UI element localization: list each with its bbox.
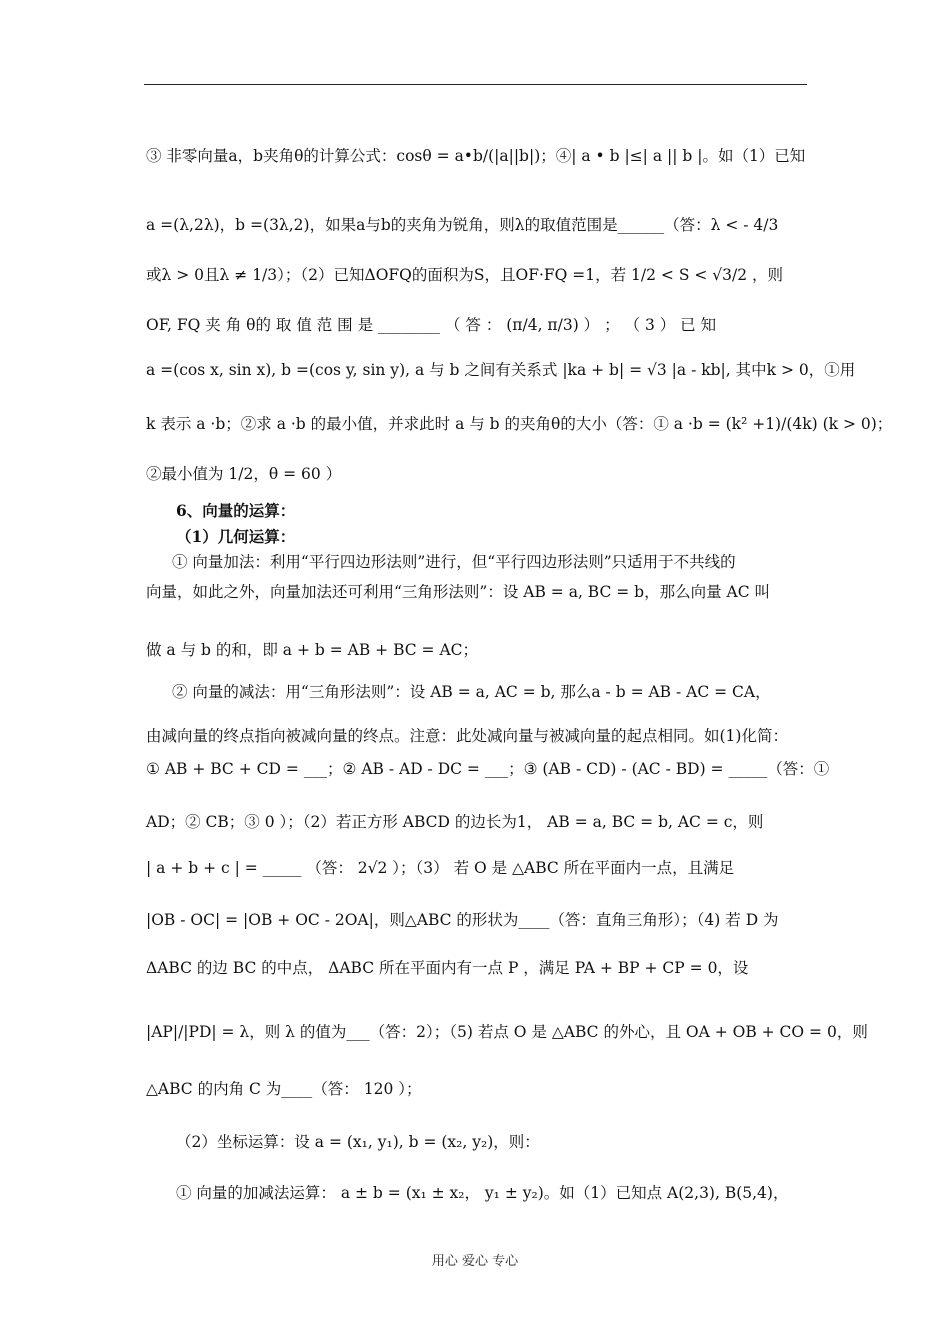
text-line-14: AD；② CB；③ 0 ）；（2）若正方形 ABCD 的边长为1， AB = a, BC = b, AC = c，则 bbox=[146, 813, 764, 831]
text-line-4: OF, FQ 夹 角 θ的 取 值 范 围 是 ________ （ 答 ： (π/4, π/3) ） ； （ 3 ） 已 知 bbox=[146, 316, 717, 334]
text-line-12: 由减向量的终点指向被减向量的终点。注意：此处减向量与被减向量的起点相同。如(1)化简： bbox=[146, 727, 788, 745]
header-rule bbox=[144, 84, 807, 85]
text-line-6: k 表示 a ·b；②求 a ·b 的最小值，并求此时 a 与 b 的夹角θ的大小（答：① a ·b = (k² +1)/(4k) (k > 0)； bbox=[146, 415, 893, 433]
section-heading: 6、向量的运算： bbox=[176, 501, 296, 520]
text-line-13: ① AB + BC + CD = ___；② AB - AD - DC = ___；③ (AB - CD) - (AC - BD) = _____（答：① bbox=[146, 760, 830, 778]
text-line-2: a =(λ,2λ)，b =(3λ,2)，如果a与b的夹角为锐角，则λ的取值范围是______（答：λ < - 4/3 bbox=[146, 216, 779, 234]
text-line-7: ②最小值为 1/2，θ = 60 ） bbox=[146, 465, 342, 483]
text-line-9: 向量，如此之外，向量加法还可利用“三角形法则”：设 AB = a, BC = b，那么向量 AC 叫 bbox=[146, 583, 771, 601]
text-line-19: △ABC 的内角 C 为____（答： 120 ）； bbox=[146, 1080, 422, 1098]
text-line-3: 或λ > 0且λ ≠ 1/3）；（2）已知ΔOFQ的面积为S，且OF·FQ =1，若 1/2 < S < √3/2 ，则 bbox=[146, 266, 784, 284]
text-line-18: |AP|/|PD| = λ，则 λ 的值为___（答：2）；（5) 若点 O 是 △ABC 的外心，且 OA + OB + CO = 0，则 bbox=[146, 1023, 868, 1041]
text-line-11: ② 向量的减法：用“三角形法则”：设 AB = a, AC = b, 那么a - b = AB - AC = CA， bbox=[172, 683, 771, 701]
text-line-15: | a + b + c | = _____ （答： 2√2 ）；（3） 若 O 是 △ABC 所在平面内一点，且满足 bbox=[146, 859, 735, 877]
text-line-5: a =(cos x, sin x), b =(cos y, sin y), a 与 b 之间有关系式 |ka + b| = √3 |a - kb|, 其中k > 0，①用 bbox=[146, 361, 856, 379]
text-line-8: ① 向量加法：利用“平行四边形法则”进行，但“平行四边形法则”只适用于不共线的 bbox=[172, 553, 736, 571]
text-line-20: （2）坐标运算：设 a = (x₁, y₁), b = (x₂, y₂)，则： bbox=[176, 1133, 540, 1151]
page-footer: 用心 爱心 专心 bbox=[431, 1254, 519, 1269]
text-line-21: ① 向量的加减法运算： a ± b = (x₁ ± x₂， y₁ ± y₂)。如（1）已知点 A(2,3), B(5,4)， bbox=[176, 1184, 789, 1202]
text-line-16: |OB - OC| = |OB + OC - 2OA|，则△ABC 的形状为____（答：直角三角形）；（4) 若 D 为 bbox=[146, 911, 779, 929]
text-line-1: ③ 非零向量a，b夹角θ的计算公式：cosθ = a•b/(|a||b|)；④| a • b |≤| a || b |。如（1）已知 bbox=[146, 147, 806, 165]
subsection-heading: （1）几何运算： bbox=[176, 527, 296, 546]
text-line-10: 做 a 与 b 的和，即 a + b = AB + BC = AC； bbox=[146, 641, 479, 659]
text-line-17: ΔABC 的边 BC 的中点， ΔABC 所在平面内有一点 P ，满足 PA + BP + CP = 0，设 bbox=[146, 959, 749, 977]
